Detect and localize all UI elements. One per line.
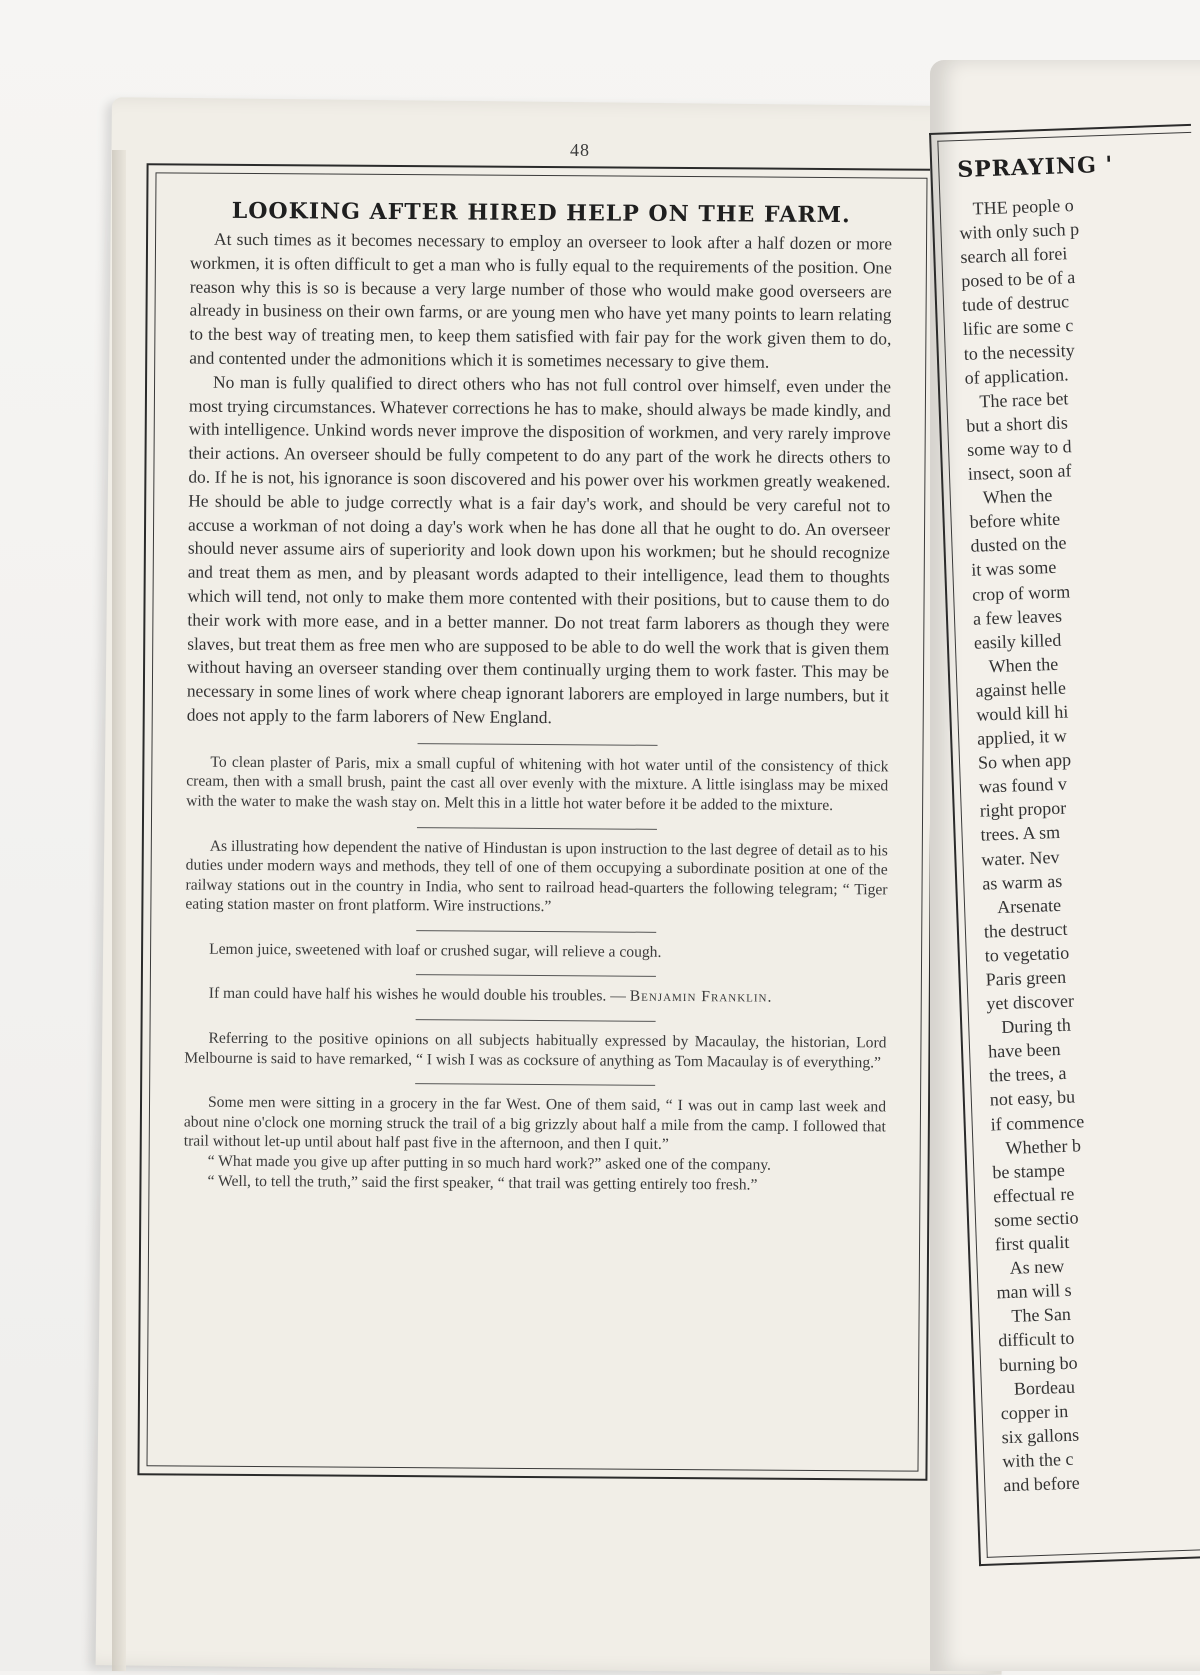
right-text-line: but a short dis xyxy=(965,412,1069,436)
article-title: LOOKING AFTER HIRED HELP ON THE FARM. xyxy=(231,197,851,229)
item-plaster: To clean plaster of Paris, mix a small cupful of whitening with hot water until of the consistency of thick cream, then with a small brush, paint the cast all over evenly with the mixture. A little isinglass may be mixed with the water to make the wash stay on. Melt this in a little hot water before it be added to the mixture. xyxy=(186,753,889,814)
right-text-line: dusted on the xyxy=(970,532,1067,557)
right-text-line: some way to d xyxy=(966,436,1072,460)
right-text-line: some sectio xyxy=(993,1207,1079,1231)
right-text-line: As new xyxy=(1009,1256,1065,1279)
divider xyxy=(415,1083,655,1086)
right-article-lines xyxy=(958,189,1200,1497)
item-lemon: Lemon juice, sweetened with loaf or crushed sugar, will relieve a cough. xyxy=(209,940,662,961)
right-text-line: crop of worm xyxy=(971,580,1071,605)
right-text-line: The race bet xyxy=(979,388,1069,412)
right-text-line: six gallons xyxy=(1001,1424,1080,1448)
right-text-line: Whether b xyxy=(1005,1134,1082,1158)
right-text-line: and before xyxy=(1002,1472,1081,1496)
right-text-line: The San xyxy=(1011,1304,1072,1327)
right-text-line: insect, soon af xyxy=(967,460,1072,484)
right-text-line: have been xyxy=(987,1039,1061,1062)
right-article-body xyxy=(937,132,1200,1558)
divider xyxy=(416,975,656,978)
item-grizzly: Some men were sitting in a grocery in the far West. One of them said, “ I was out in camp last week and about nine o'clock one morning struck the trail of a big grizzly about half a mile from the camp. I followed that trail without let-up until about half past five in the afternoon, and then I quit.” xyxy=(183,1093,887,1154)
right-text-line: a few leaves xyxy=(972,605,1063,629)
right-text-line: water. Nev xyxy=(981,846,1060,870)
right-text-line: copper in xyxy=(1000,1400,1069,1423)
right-text-line: right propor xyxy=(979,797,1067,821)
right-text-line: easily killed xyxy=(973,629,1062,653)
right-text-line: was found v xyxy=(978,773,1068,797)
right-text-line: tude of destruc xyxy=(961,291,1070,316)
right-text-line: to the necessity xyxy=(963,339,1076,364)
item-franklin xyxy=(185,984,887,1008)
right-text-line: to vegetatio xyxy=(984,942,1070,966)
right-text-line: with only such p xyxy=(959,218,1080,244)
right-text-line: burning bo xyxy=(998,1352,1078,1375)
paragraph: At such times as it becomes necessary to employ an overseer to look after a half dozen or more workmen, it is often difficult to get a man who is fully equal to the requirements of the position. One reason why this is so is because a very large number of those who would make good overseers are already in business on their own farms, or are young men who have yet many points to learn relating to the best way of treating men, to keep them satisfied with fair pay for the work given them to do, and contented under the admonitions which it is sometimes necessary to give them. xyxy=(189,228,893,372)
right-text-line: would kill hi xyxy=(976,701,1069,725)
right-text-line: if commence xyxy=(990,1110,1085,1135)
right-text-line: the trees, a xyxy=(988,1063,1067,1086)
article-frame xyxy=(137,163,936,1480)
divider xyxy=(416,930,656,933)
right-text-line: Paris green xyxy=(985,966,1067,990)
right-text-line: difficult to xyxy=(997,1328,1075,1351)
right-text-line: of application. xyxy=(964,363,1069,388)
item-grizzly: “ What made you give up after putting in so much hard work?” asked one of the company. xyxy=(207,1152,772,1174)
right-text-line: So when app xyxy=(977,749,1072,773)
right-text-line: When the xyxy=(982,485,1053,508)
right-text-line: with the c xyxy=(1002,1448,1074,1472)
item-macaulay: Referring to the positive opinions on all subjects habitually expressed by Macaulay, the historian, Lord Melbourne is said to have remarked, “ I wish I was as cocksure of anything as Tom Macaulay is of everything.” xyxy=(184,1029,887,1072)
right-text-line: be stampe xyxy=(992,1159,1066,1183)
right-text-line: first qualit xyxy=(994,1231,1070,1255)
item-grizzly: “ Well, to tell the truth,” said the first speaker, “ that trail was getting entirely too fresh.” xyxy=(207,1172,758,1194)
right-text-line: Bordeau xyxy=(1013,1376,1076,1399)
page-edge xyxy=(112,150,126,1671)
right-text-line: trees. A sm xyxy=(980,822,1061,846)
right-text-line: search all forei xyxy=(960,243,1068,268)
right-text-line: not easy, bu xyxy=(989,1086,1076,1110)
right-article-title: SPRAYING ' xyxy=(956,151,1114,184)
franklin-author: Benjamin Franklin. xyxy=(629,988,773,1007)
right-text-line: yet discover xyxy=(986,990,1075,1014)
divider xyxy=(418,743,658,746)
right-text-line: applied, it w xyxy=(976,725,1068,749)
right-text-line: posed to be of a xyxy=(960,267,1076,292)
divider xyxy=(417,827,657,830)
right-text-line: effectual re xyxy=(992,1183,1075,1207)
divider xyxy=(416,1019,656,1022)
right-text-line: as warm as xyxy=(981,870,1063,894)
right-text-line: During th xyxy=(1000,1014,1072,1038)
right-text-line: it was some xyxy=(970,557,1057,581)
right-text-line: man will s xyxy=(996,1279,1072,1303)
article-body xyxy=(146,172,927,1471)
page-number: 48 xyxy=(570,140,590,160)
right-text-line: against helle xyxy=(975,677,1067,701)
right-text-line: before white xyxy=(969,508,1061,533)
franklin-quote: If man could have half his wishes he would double his troubles. — xyxy=(208,985,630,1006)
right-text-line: lific are some c xyxy=(962,315,1074,340)
item-hindustan: As illustrating how dependent the native of Hindustan is upon instruction to the last degree of detail as to his duties under modern ways and methods, they tell of one of them occupying a subordinate position at one of the railway stations out in the country in India, who sent to railroad head-quarters the following telegram; “ Tiger eating station master on front platform. Wire instructions.” xyxy=(185,837,888,916)
paragraph: No man is fully qualified to direct others who has not full control over himself, even under the most trying circumstances. Whatever corrections he has to make, should always be made kindly, and with intelligence. Unkind words never improve the disposition of workmen, and very rarely improve their actions. An overseer should be fully competent to do any part of the work he directs others to do. If he is not, his ignorance is soon discovered and his power over his workmen greatly weakened. He should be able to judge correctly what is a fair day's work, and should be very careful not to accuse a workman of not doing a day's work when he has done all that he ought to do. An overseer should never assume airs of superiority and look down upon his workmen; but he should recognize and treat them as men, and by pleasant words adapted to their intelligence, lead them to thoughts which will tend, not only to make them more contented with their positions, but to cause them to do their work with more ease, and in a better manner. Do not treat farm laborers as though they were slaves, but treat them as free men who are supposed to be able to do well the work that is given them without having an overseer standing over them continually urging them to work faster. This may be necessary in some lines of work where cheap ignorant laborers are employed in large numbers, but it does not apply to the farm laborers of New England. xyxy=(186,371,892,728)
right-text-line: When the xyxy=(988,653,1059,677)
right-text-line: the destruct xyxy=(983,918,1068,942)
right-text-line: Arsenate xyxy=(996,894,1062,917)
right-text-line: THE people o xyxy=(972,195,1074,219)
